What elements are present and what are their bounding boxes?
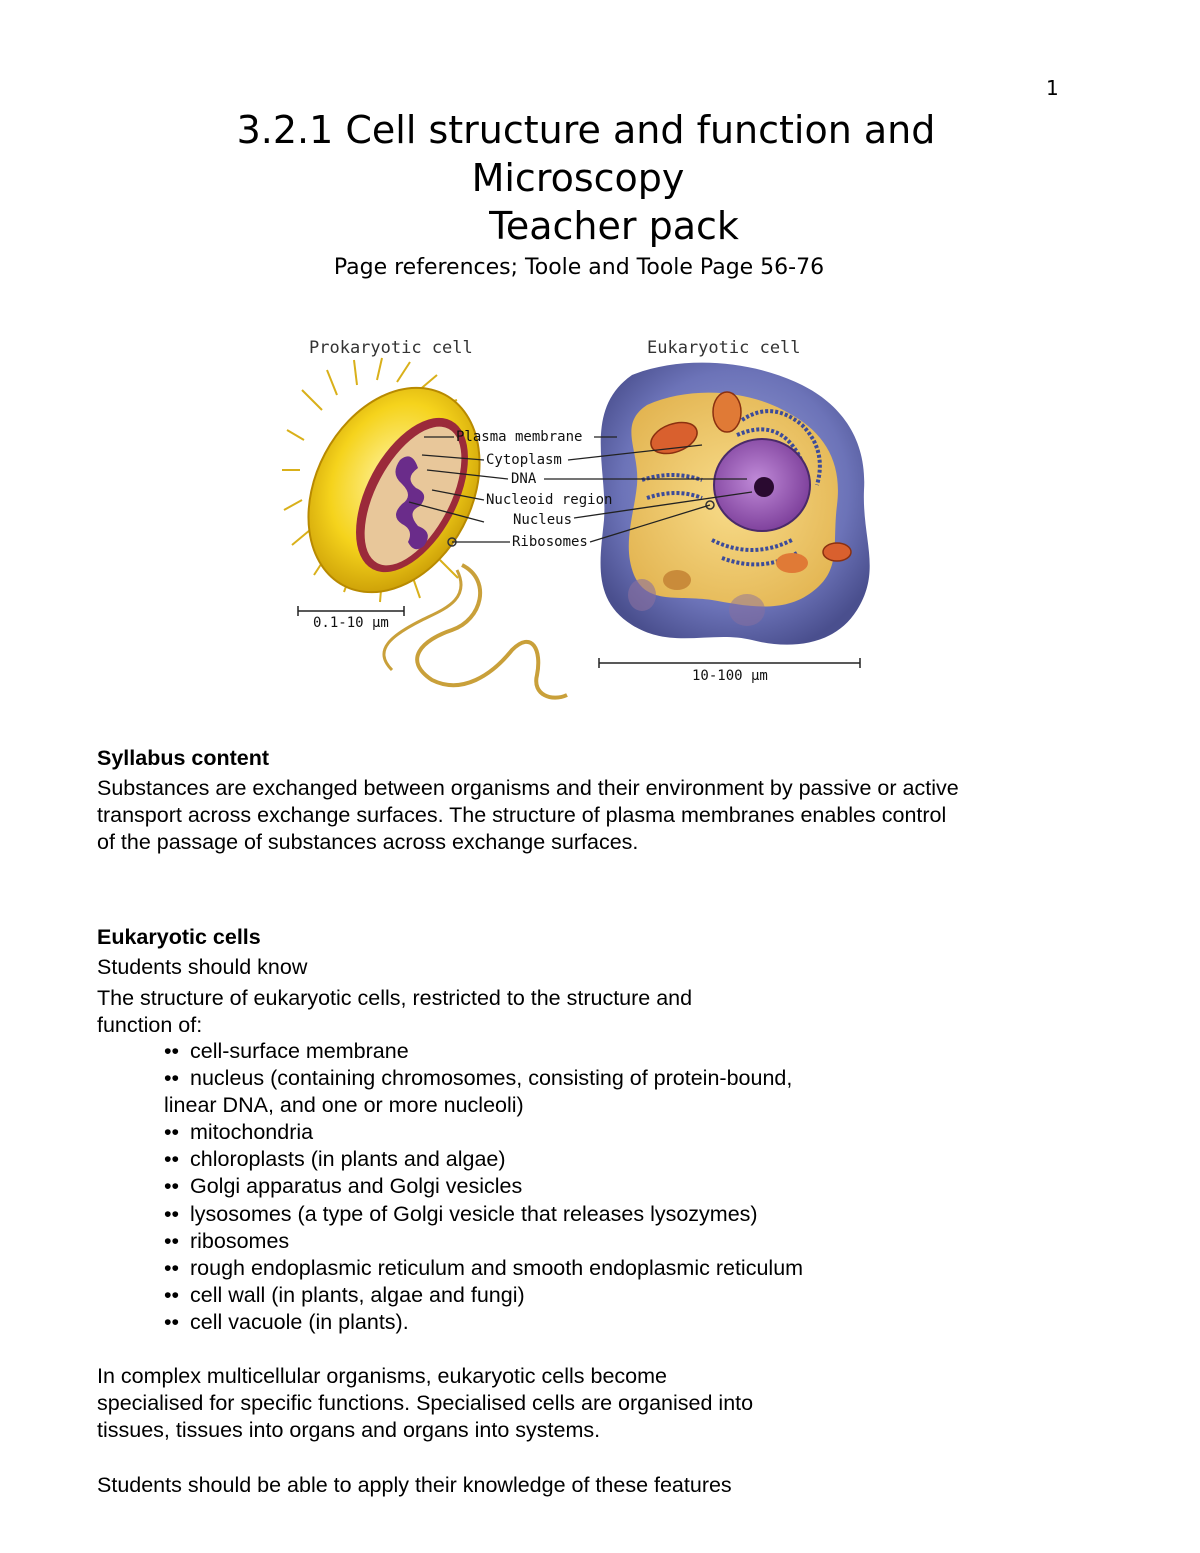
eukaryotic-scale-bar	[599, 658, 860, 668]
apply-knowledge-text: Students should be able to apply their knowledge of these features	[97, 1473, 732, 1497]
bullet: ••	[164, 1066, 180, 1091]
label-nucleoid-region: Nucleoid region	[486, 492, 613, 508]
label-dna: DNA	[511, 471, 537, 487]
list-item	[164, 1146, 803, 1173]
list-item-text: Golgi apparatus and Golgi vesicles	[190, 1174, 523, 1199]
organelle-list	[164, 1038, 803, 1336]
mitochondrion	[823, 543, 851, 561]
page-references: Page references; Toole and Toole Page 56-76	[333, 255, 825, 280]
page-title-line-3: Teacher pack	[489, 204, 739, 248]
syllabus-paragraph	[97, 775, 1057, 856]
vesicle	[628, 579, 656, 611]
bullet: ••	[164, 1147, 180, 1172]
list-item	[164, 1228, 803, 1255]
intro-line: The structure of eukaryotic cells, restricted to the structure and	[97, 986, 693, 1010]
prokaryotic-scale-label: 0.1-10 µm	[313, 615, 389, 631]
list-item-text: ribosomes	[190, 1228, 290, 1253]
list-item	[164, 1255, 803, 1282]
eukaryotic-scale-label: 10-100 µm	[692, 668, 768, 684]
list-item	[164, 1282, 803, 1309]
mitochondrion	[713, 392, 741, 432]
bullet: ••	[164, 1039, 180, 1063]
list-item-text: cell vacuole (in plants).	[190, 1309, 409, 1334]
specialised-paragraph	[97, 1363, 753, 1444]
intro-line: function of:	[97, 1013, 203, 1037]
label-nucleus: Nucleus	[513, 512, 573, 528]
paragraph-line: In complex multicellular organisms, eukaryotic cells become	[97, 1364, 667, 1388]
eukaryotic-intro	[97, 985, 692, 1039]
label-cytoplasm: Cytoplasm	[486, 452, 562, 468]
list-item-text: nucleus (containing chromosomes, consisting of protein-bound,	[190, 1066, 793, 1091]
bullet: ••	[164, 1228, 180, 1253]
nucleolus	[754, 477, 774, 497]
eukaryotic-title: Eukaryotic cell	[647, 338, 801, 358]
list-item-text: cell-surface membrane	[190, 1039, 409, 1063]
list-item-continuation: linear DNA, and one or more nucleoli)	[164, 1093, 524, 1118]
flagellum	[417, 565, 567, 698]
bullet: ••	[164, 1120, 180, 1145]
list-item	[164, 1173, 803, 1200]
list-item-text: rough endoplasmic reticulum and smooth endoplasmic reticulum	[190, 1255, 804, 1280]
bullet: ••	[164, 1309, 180, 1334]
list-item	[164, 1038, 803, 1065]
bullet: ••	[164, 1201, 180, 1226]
list-item	[164, 1065, 803, 1092]
list-item	[164, 1309, 803, 1336]
label-plasma-membrane: Plasma membrane	[456, 429, 583, 445]
bullet: ••	[164, 1255, 180, 1280]
eukaryotic-heading: Eukaryotic cells	[97, 925, 261, 949]
page-title-line-1: 3.2.1 Cell structure and function and	[236, 108, 936, 152]
page-title-line-2: Microscopy	[471, 156, 685, 200]
list-item	[164, 1119, 803, 1146]
syllabus-line: of the passage of substances across exchange surfaces.	[97, 830, 639, 854]
list-item-text: chloroplasts (in plants and algae)	[190, 1147, 506, 1172]
eukaryotic-subheading: Students should know	[97, 955, 308, 979]
syllabus-line: transport across exchange surfaces. The structure of plasma membranes enables control	[97, 803, 947, 827]
bullet: ••	[164, 1282, 180, 1307]
list-item-text: lysosomes (a type of Golgi vesicle that releases lysozymes)	[190, 1201, 758, 1226]
list-item	[164, 1201, 803, 1228]
list-item-text: mitochondria	[190, 1120, 314, 1145]
golgi-apparatus	[776, 553, 808, 573]
bullet: ••	[164, 1174, 180, 1199]
paragraph-line: tissues, tissues into organs and organs into systems.	[97, 1418, 601, 1442]
page-number: 1	[1046, 76, 1059, 100]
lysosome	[663, 570, 691, 590]
syllabus-line: Substances are exchanged between organisms and their environment by passive or active	[97, 776, 959, 800]
label-ribosomes: Ribosomes	[512, 534, 588, 550]
list-item-text: cell wall (in plants, algae and fungi)	[190, 1282, 525, 1307]
prokaryotic-title: Prokaryotic cell	[309, 338, 473, 358]
cell-diagram	[282, 330, 882, 715]
paragraph-line: specialised for specific functions. Specialised cells are organised into	[97, 1391, 754, 1415]
syllabus-heading: Syllabus content	[97, 746, 270, 770]
vesicle	[729, 594, 765, 626]
